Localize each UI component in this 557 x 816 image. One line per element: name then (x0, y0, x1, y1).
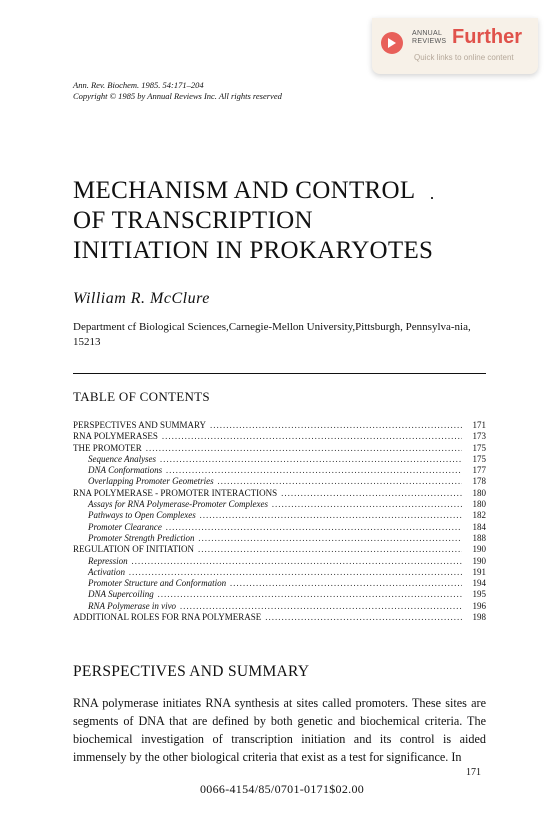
toc-entry-label: Repression (88, 555, 128, 566)
toc-leader-dots (158, 589, 462, 600)
toc-entry-label: Promoter Clearance (88, 521, 162, 532)
toc-entry-page: 188 (472, 532, 486, 543)
toc-entry[interactable] (73, 431, 486, 442)
further-label: Further (452, 26, 522, 48)
arrow-icon (381, 32, 403, 54)
toc-leader-dots (129, 567, 462, 578)
toc-entry-page: 180 (472, 487, 486, 498)
toc-entry[interactable] (73, 578, 486, 589)
section-heading: PERSPECTIVES AND SUMMARY (73, 663, 310, 680)
footer-code: 0066-4154/85/0701-0171$02.00 (200, 782, 365, 796)
divider (73, 373, 486, 374)
further-banner[interactable] (372, 18, 538, 74)
toc-entry-label: RNA POLYMERASE - PROMOTER INTERACTIONS (73, 487, 278, 498)
toc-entry-label: Promoter Structure and Conformation (88, 578, 227, 589)
body-paragraph: RNA polymerase initiates RNA synthesis at sites called promoters. These sites are segments of DNA that are defined by both genetic and biochemical criteria. The biochemical investigation of transcription initiation and its control is aided immensely by the other biological criteria that exist as a test for significance. In (73, 696, 486, 764)
copyright-line: Copyright © 1985 by Annual Reviews Inc. All rights reserved (73, 91, 282, 101)
author-affiliation: Department cf Biological Sciences,Carnegie-Mellon University,Pittsburgh, Pennsylva-nia, 15213 (73, 321, 471, 348)
toc-entry-page: 175 (472, 442, 486, 453)
toc-entry[interactable] (73, 612, 486, 623)
toc-entry-label: Overlapping Promoter Geometries (88, 476, 214, 487)
toc-entry-page: 198 (472, 612, 486, 623)
page-number: 171 (466, 767, 481, 778)
banner-tagline: Quick links to online content (414, 53, 514, 62)
journal-citation-block (73, 80, 282, 102)
toc-entry-label: REGULATION OF INITIATION (73, 544, 194, 555)
toc-leader-dots (160, 454, 462, 465)
stray-dot (431, 197, 433, 199)
toc-entry-label: Assays for RNA Polymerase-Promoter Complexes (88, 499, 268, 510)
toc-entry[interactable] (73, 465, 486, 476)
toc-entry[interactable] (73, 476, 486, 487)
toc-entry[interactable] (73, 533, 486, 544)
toc-leader-dots (281, 488, 462, 499)
toc-entry-page: 196 (472, 600, 486, 611)
toc-entry-label: Promoter Strength Prediction (88, 532, 195, 543)
toc-leader-dots (146, 443, 462, 454)
toc-entry-label: PERSPECTIVES AND SUMMARY (73, 420, 207, 430)
toc-entry-label: ADDITIONAL ROLES FOR RNA POLYMERASE (73, 612, 262, 623)
toc-entry-page: 190 (472, 555, 486, 566)
toc-entry-label: Activation (88, 566, 125, 577)
toc-entry-label: RNA POLYMERASES (73, 431, 158, 442)
toc-entry-page: 177 (472, 465, 486, 476)
toc-entry-label: DNA Conformations (88, 465, 163, 476)
toc-entry-page: 180 (472, 499, 486, 510)
toc-entry[interactable] (73, 556, 486, 567)
journal-citation: Ann. Rev. Biochem. 1985. 54:171–204 (73, 80, 204, 90)
toc-leader-dots (230, 578, 462, 589)
toc-entry-label: THE PROMOTER (73, 442, 142, 453)
toc-entry-page: 182 (472, 510, 486, 521)
toc-leader-dots (180, 601, 462, 612)
toc-entry-label: DNA Supercoiling (88, 589, 154, 600)
toc-leader-dots (265, 612, 462, 623)
toc-entry-page: 171 (472, 420, 486, 430)
toc-leader-dots (132, 556, 462, 567)
toc-entry-page: 173 (472, 431, 486, 442)
toc-heading: TABLE OF CONTENTS (73, 389, 210, 404)
table-of-contents (73, 420, 486, 623)
toc-leader-dots (218, 476, 462, 487)
toc-leader-dots (162, 431, 462, 442)
toc-entry[interactable] (73, 567, 486, 578)
toc-entry[interactable] (73, 522, 486, 533)
toc-entry-page: 175 (472, 453, 486, 464)
toc-leader-dots (210, 420, 462, 431)
toc-entry[interactable] (73, 601, 486, 612)
toc-entry[interactable] (73, 589, 486, 600)
toc-entry-page: 184 (472, 521, 486, 532)
toc-leader-dots (198, 544, 462, 555)
toc-entry[interactable] (73, 454, 486, 465)
toc-entry[interactable] (73, 443, 486, 454)
toc-entry-page: 195 (472, 589, 486, 600)
toc-leader-dots (272, 499, 462, 510)
author-name: William R. McClure (73, 290, 210, 307)
toc-leader-dots (166, 465, 462, 476)
toc-leader-dots (198, 533, 462, 544)
toc-entry[interactable] (73, 544, 486, 555)
toc-entry-page: 191 (472, 566, 486, 577)
toc-entry-page: 190 (472, 544, 486, 555)
annual-reviews-logo: ANNUAL REVIEWS (412, 30, 447, 45)
toc-entry[interactable] (73, 510, 486, 521)
toc-entry-page: 194 (472, 578, 486, 589)
toc-entry-page: 178 (472, 476, 486, 487)
toc-leader-dots (166, 522, 462, 533)
toc-leader-dots (200, 510, 462, 521)
toc-entry[interactable] (73, 420, 486, 431)
toc-entry-label: Sequence Analyses (88, 453, 157, 464)
toc-entry[interactable] (73, 499, 486, 510)
toc-entry[interactable] (73, 488, 486, 499)
toc-entry-label: Pathways to Open Complexes (88, 510, 196, 521)
toc-entry-label: RNA Polymerase in vivo (88, 600, 177, 611)
article-title: MECHANISM AND CONTROL OF TRANSCRIPTION INITIATION IN PROKARYOTES (73, 177, 434, 264)
